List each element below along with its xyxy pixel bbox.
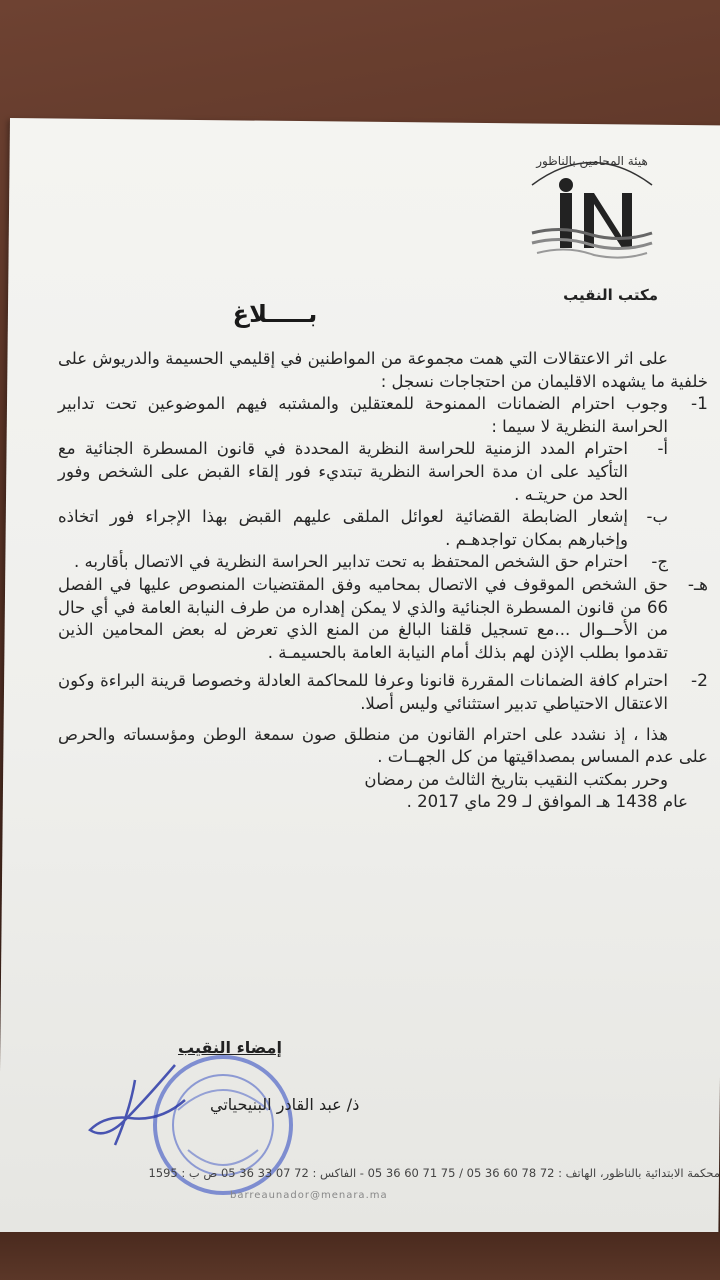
date-line-1: وحرر بمكتب النقيب بتاريخ الثالث من رمضان (364, 769, 668, 789)
sub-item-mark: هـ- (687, 574, 708, 595)
sub-item-c (58, 551, 668, 574)
sub-item-mark: ج- (651, 552, 668, 572)
sub-item-text: حق الشخص الموقوف في الاتصال بمحاميه وفق المقتضيات المنصوص عليها في الفصل 66 من قانون المسطرة الجنائية والذي لا يمكن إهداره من طرف النيابة العامة في أي حال من الأحــوال ...مع تسجيل قلقنا البالغ من المنع الذي تعرض له بعض المحامين الذين تقدموا بطلب الإذن لهم بذلك أمام النيابة العامة بالحسيمـة . (58, 574, 668, 662)
sub-item-text: إشعار الضابطة القضائية لعوائل الملقى عليهم القبض بهذا الإجراء فور اتخاذه وإخبارهم بمكان تواجدهـم . (58, 507, 628, 549)
sub-item-a (58, 438, 668, 506)
item-number: 2- (691, 671, 708, 692)
sub-item-h (58, 574, 708, 664)
handwritten-signature (85, 1060, 205, 1150)
footer-email: barreaunador@menara.ma (230, 1190, 388, 1201)
intro-paragraph: على اثر الاعتقالات التي همت مجموعة من المواطنين في إقليمي الحسيمة والدريوش على خلفية ما يشهده الاقليمان من احتجاجات نسجل : (58, 349, 708, 391)
sub-item-text: احترام المدد الزمنية للحراسة النظرية المحددة في قانون المسطرة الجنائية مع التأكيد على ان مدة الحراسة النظرية تبتديء فور إلقاء القبض على الشخص وفور الحد من حريتـه . (58, 439, 628, 504)
signature-heading: إمضاء النقيب (178, 1038, 282, 1057)
office-label: مكتب النقيب (563, 286, 658, 304)
list-item-1 (58, 393, 708, 438)
footer-contact: محكمة الابتدائية بالناظور، الهاتف : 72 78 60 36 05 / 75 71 60 36 05 - الفاكس : 72 07 33 36 05 ص ب : 1595 (148, 1166, 720, 1180)
sub-item-b (58, 506, 668, 551)
sub-item-text: احترام حق الشخص المحتفظ به تحت تدابير الحراسة النظرية في الاتصال بأقاربه . (74, 552, 628, 572)
date-line-2: عام 1438 هـ الموافق لـ 29 ماي 2017 . (406, 792, 688, 812)
logo-arc-text: هيئة المحامين بالناظور (536, 154, 648, 168)
item-number: 1- (691, 394, 708, 415)
sub-item-mark: ب- (646, 507, 668, 527)
table-surface (0, 1232, 720, 1280)
closing-paragraph: هذا ، إذ نشدد على احترام القانون من منطلق صون سمعة الوطن ومؤسساته والحرص على عدم المساس بمصداقيتها من كل الجهــات . (58, 724, 708, 767)
list-item-2 (58, 670, 708, 715)
item-text: وجوب احترام الضمانات الممنوحة للمعتقلين والمشتبه فيهم الموضوعين تحت تدابير الحراسة النظرية لا سيما : (58, 394, 668, 436)
document-title: بـــــلاغ (232, 300, 318, 328)
signer-name: ذ/ عبد القادر البنيحياتي (210, 1095, 360, 1114)
item-text: احترام كافة الضمانات المقررة قانونا وعرفا للمحاكمة العادلة وخصوصا قرينة البراءة وكون الاعتقال الاحتياطي تدبير استثنائي وليس أصلا. (58, 671, 668, 713)
document-body (58, 348, 708, 814)
sub-item-mark: أ- (657, 439, 668, 459)
bar-association-logo (522, 145, 662, 270)
